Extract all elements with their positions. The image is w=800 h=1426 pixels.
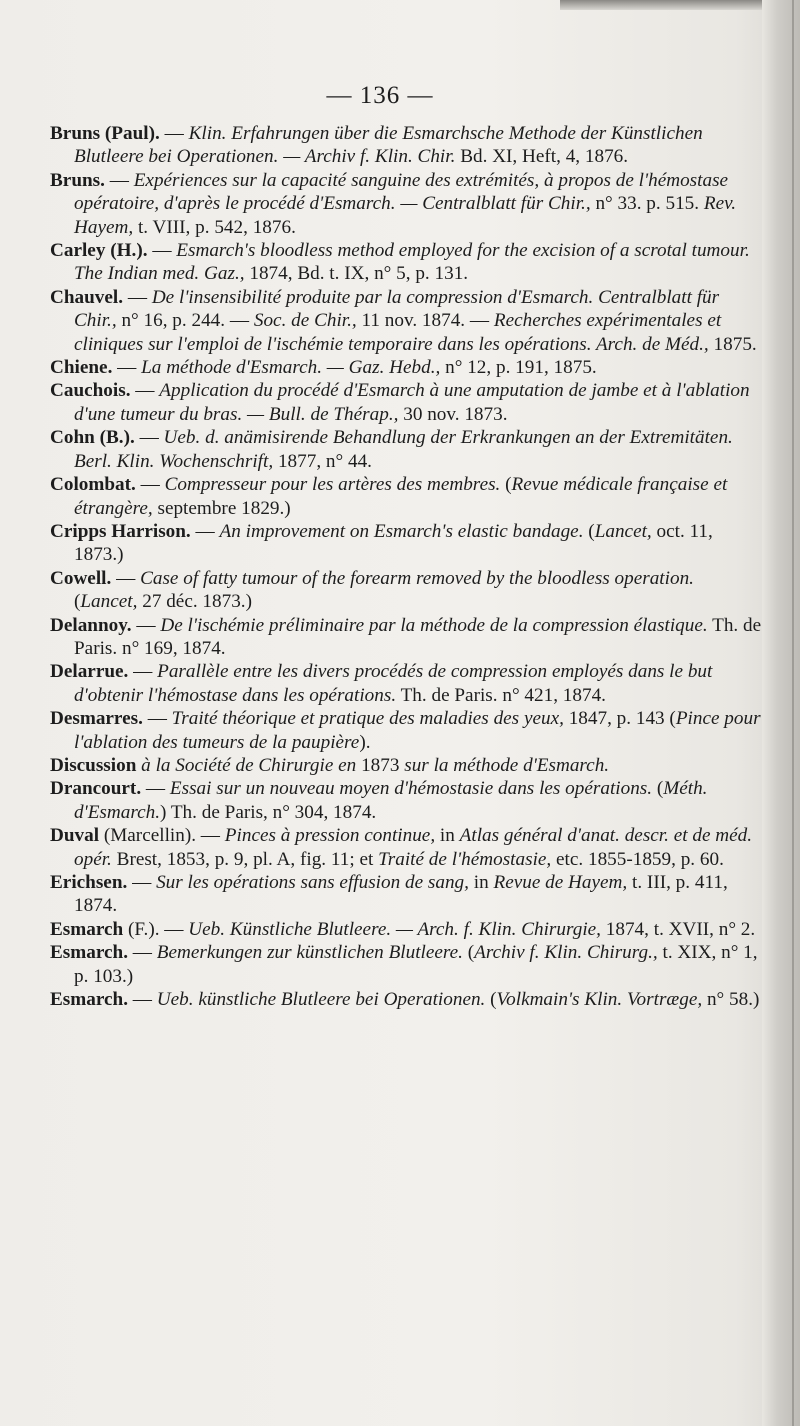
entry-text: t. XIX, n° 1, p. 103.) (74, 942, 758, 987)
entry-text: 11 nov. 1874. — (356, 310, 494, 332)
entry-author: Cowell. (50, 567, 112, 589)
entry-text: n° 16, p. 244. — (116, 310, 254, 332)
bibliography-entry (50, 941, 762, 988)
entry-author: Cripps Harrison. (50, 520, 191, 542)
entry-author: Delannoy. (50, 614, 132, 636)
entry-text: ( (74, 591, 81, 613)
entry-text: Th. de Paris. n° 421, 1874. (396, 684, 606, 706)
entry-text: — (130, 380, 160, 402)
entry-title-text: à la Société de Chirurgie en (141, 754, 357, 776)
entry-author: Bruns (Paul). (50, 123, 160, 144)
entry-title-text: Compresseur pour les artères des membres. (164, 474, 501, 496)
entry-title-text: Ueb. künstliche Blutleere bei Operationen. (156, 989, 486, 1011)
entry-title-text: De l'ischémie préliminaire par la méthode de la compression élastique. (160, 614, 708, 636)
entry-author: Cohn (B.). (50, 427, 135, 449)
entry-title-text: Traité de l'hémostasie, (378, 848, 552, 870)
entry-title-text: Esmarch's bloodless method employed for the excision of a scrotal tumour. The Indian med. Gaz., (74, 240, 750, 285)
bibliography-entry (50, 122, 762, 169)
entry-text: ( (485, 989, 497, 1011)
entry-text: 1874, t. XVII, n° 2. (600, 918, 756, 940)
entry-author: Erichsen. (50, 872, 128, 893)
bibliography-entry (50, 660, 762, 707)
entry-text: 1874, Bd. t. IX, n° 5, p. 131. (244, 263, 469, 285)
entry-text: Th. de Paris. n° 169, 1874. (74, 614, 762, 659)
bibliography-entry (50, 473, 762, 520)
entry-author: Esmarch (50, 918, 124, 940)
entry-title-text: Traité théorique et pratique des maladies des yeux, (171, 708, 564, 730)
entry-text: (F.). — (123, 918, 189, 940)
entry-text: in (435, 825, 460, 847)
entry-text: 27 déc. 1873.) (137, 591, 252, 613)
entry-text: Brest, 1853, p. 9, pl. A, fig. 11; et (111, 848, 379, 870)
entry-author: Bruns. (50, 169, 105, 191)
entry-title-text: Revue de Hayem, (493, 872, 628, 893)
entry-text: septembre 1829.) (152, 497, 291, 519)
entry-title-text: Ueb. d. anämisirende Behandlung der Erkrankungen an der Extremitäten. Berl. Klin. Wochenschrift, (74, 427, 733, 472)
bibliography-entry (50, 614, 762, 661)
entry-author: Desmarres. (50, 708, 143, 730)
entry-text: ). (359, 731, 371, 753)
bibliography-entry (50, 520, 762, 567)
entry-title-text: Pinces à pression continue, (224, 825, 436, 847)
entry-author: Discussion (50, 754, 137, 776)
entry-title-text: Klin. Erfahrungen über die Esmarchsche Methode der Künstlichen Blutleere bei Operationen. — Archiv f. Klin. Chir. (74, 123, 703, 168)
entry-text: — (190, 520, 220, 542)
entry-author: Cauchois. (50, 380, 131, 402)
entry-title-text: Soc. de Chir., (253, 310, 357, 332)
entry-text: n° 12, p. 191, 1875. (440, 357, 597, 379)
entry-text: n° 33. p. 515. (590, 193, 704, 215)
entry-title-text: Ueb. Künstliche Blutleere. — Arch. f. Klin. Chirurgie, (188, 918, 601, 940)
entry-title-text: Revue médicale française et étrangère, (74, 474, 728, 519)
bibliography-entry (50, 871, 762, 918)
bibliography-entry (50, 286, 762, 356)
entry-text: ( (652, 778, 664, 800)
bibliography-entry (50, 988, 762, 1011)
entry-title-text: Rev. Hayem, (74, 193, 737, 238)
entry-author: Chiene. (50, 357, 113, 379)
entry-text: 1877, n° 44. (273, 450, 372, 472)
page-number: — 136 — (326, 82, 434, 109)
entry-title-text: Pince pour l'ablation des tumeurs de la paupière (74, 708, 761, 753)
entry-author: Esmarch. (50, 942, 128, 964)
entry-title-text: Application du procédé d'Esmarch à une amputation de jambe et à l'ablation d'une tumeur du bras. — Bull. de Thérap., (74, 380, 750, 425)
entry-author: Colombat. (50, 474, 136, 496)
entry-author: Delarrue. (50, 661, 129, 683)
entry-title-text: An improvement on Esmarch's elastic bandage. (219, 520, 584, 542)
entry-title-text: Recherches expérimentales et cliniques sur l'emploi de l'ischémie temporaire dans les opérations. Arch. de Méd., (74, 310, 722, 355)
entry-title-text: La méthode d'Esmarch. — Gaz. Hebd., (141, 357, 441, 379)
entry-text: — (135, 474, 165, 496)
entry-title-text: Volkmain's Klin. Vortræge, (496, 989, 703, 1011)
entry-text: ( (583, 520, 595, 542)
entry-text: — (127, 872, 157, 893)
entry-text: Bd. XI, Heft, 4, 1876. (455, 146, 629, 168)
entry-text: — (147, 240, 177, 262)
entry-text: — (159, 123, 189, 144)
entry-author: Duval (50, 825, 100, 847)
bibliography-entry (50, 239, 762, 286)
bibliography-entry (50, 754, 762, 777)
entry-text: ( (500, 474, 512, 496)
entry-text: — (112, 357, 142, 379)
entry-text: ( (462, 942, 475, 964)
entry-text: — (111, 567, 141, 589)
entry-title-text: sur la méthode d'Esmarch. (404, 754, 610, 776)
entry-text: — (134, 427, 164, 449)
entry-title-text: Essai sur un nouveau moyen d'hémostasie dans les opérations. (169, 778, 653, 800)
entry-text: (Marcellin). — (99, 825, 225, 847)
entry-text: ) Th. de Paris, n° 304, 1874. (160, 801, 377, 823)
entry-title-text: Archiv f. Klin. Chirurg., (474, 942, 658, 964)
page-gutter (762, 0, 800, 1426)
bibliography-entry (50, 777, 762, 824)
entry-text: 1873 (356, 754, 405, 776)
entry-author: Chauvel. (50, 286, 124, 308)
entry-text: — (141, 778, 170, 800)
entry-text: etc. 1855-1859, p. 60. (551, 848, 724, 870)
entry-text: — (131, 614, 161, 636)
entry-text: n° 58.) (702, 989, 760, 1011)
entry-title-text: Méth. d'Esmarch. (74, 778, 708, 823)
bibliography-list (50, 122, 762, 1011)
entry-author: Esmarch. (50, 989, 128, 1011)
entry-title-text: Expériences sur la capacité sanguine des extrémités, à propos de l'hémostase opératoire, d'après le procédé d'Esmarch. — Centralblatt für Chir., (74, 169, 729, 215)
entry-text: 1847, p. 143 ( (563, 708, 676, 730)
bibliography-entry (50, 824, 762, 871)
entry-text: — (128, 942, 157, 964)
entry-text: in (468, 872, 494, 893)
bibliography-entry (50, 379, 762, 426)
entry-title-text: Atlas général d'anat. descr. et de méd. opér. (74, 825, 753, 870)
entry-text: — (104, 169, 134, 191)
entry-title-text: Parallèle entre les divers procédés de compression employés dans le but d'obtenir l'hémostase dans les opérations. (74, 661, 713, 706)
entry-title-text: Case of fatty tumour of the forearm removed by the bloodless operation. (140, 567, 694, 589)
entry-text: — (142, 708, 172, 730)
entry-author: Carley (H.). (50, 240, 148, 262)
entry-title-text: Bemerkungen zur künstlichen Blutleere. (156, 942, 463, 964)
entry-title-text: Lancet, (594, 520, 652, 542)
bibliography-entry (50, 707, 762, 754)
entry-title-text: Lancet, (80, 591, 138, 613)
entry-text: t. VIII, p. 542, 1876. (133, 216, 296, 238)
entry-text: — (123, 286, 152, 308)
entry-author: Drancourt. (50, 778, 142, 800)
entry-text: 30 nov. 1873. (398, 403, 508, 425)
entry-text: t. III, p. 411, 1874. (74, 872, 728, 917)
bibliography-entry (50, 426, 762, 473)
entry-text: 1875. (708, 333, 757, 355)
bibliography-entry (50, 356, 762, 379)
entry-title-text: De l'insensibilité produite par la compression d'Esmarch. Centralblatt für Chir., (74, 286, 720, 332)
bibliography-entry (50, 918, 762, 941)
entry-text: — (128, 989, 157, 1011)
entry-title-text: Sur les opérations sans effusion de sang, (156, 872, 469, 893)
bibliography-entry (50, 567, 762, 614)
entry-text: — (128, 661, 158, 683)
bibliography-entry (50, 169, 762, 239)
entry-text: oct. 11, 1873.) (74, 520, 713, 566)
